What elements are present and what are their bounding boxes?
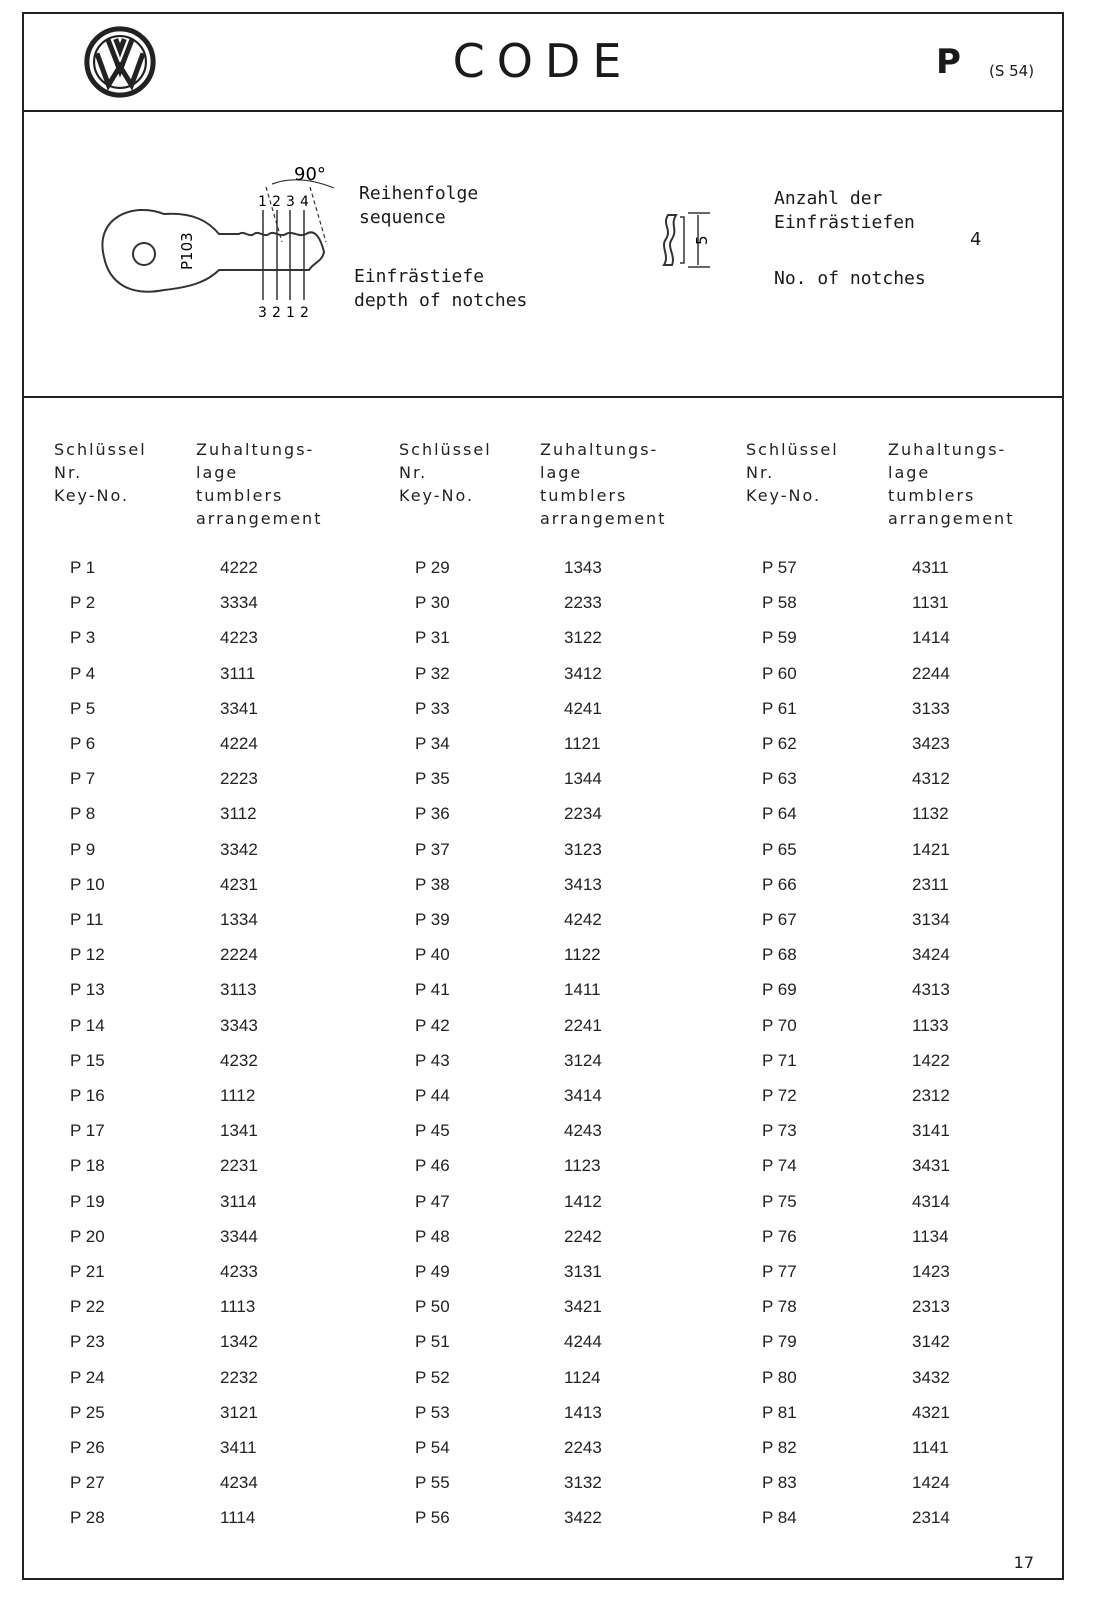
header-line: tumblers xyxy=(540,486,628,505)
tumbler-code-cell: 3122 xyxy=(564,628,602,648)
key-number-cell: P 53 xyxy=(415,1402,450,1422)
tumbler-code-cell: 2233 xyxy=(564,593,602,613)
tumbler-code-cell: 1342 xyxy=(220,1332,258,1352)
key-number-cell: P 39 xyxy=(415,910,450,929)
header-line: Nr. xyxy=(399,463,428,482)
tumbler-code-cell: 1424 xyxy=(912,1473,950,1493)
tumbler-code-cell: 4314 xyxy=(912,1191,950,1211)
key-number-cell: P 4 xyxy=(70,663,96,683)
tumbler-code-cell: 3344 xyxy=(220,1226,258,1246)
key-number-cell: P 1 xyxy=(70,558,96,577)
key-label: P103 xyxy=(178,232,196,270)
key-number-cell: P 20 xyxy=(70,1226,105,1246)
key-number-cell: P 16 xyxy=(70,1086,105,1105)
tumbler-code-cell: 3141 xyxy=(912,1121,950,1141)
key-number-cell: P 9 xyxy=(70,839,96,859)
tumbler-code-cell: 2231 xyxy=(220,1156,258,1176)
notch-count-label-de xyxy=(774,187,915,235)
tumbler-code-cell: 3114 xyxy=(220,1191,257,1211)
tumbler-code-cell: 4313 xyxy=(912,980,950,1000)
tumbler-code-cell: 1113 xyxy=(220,1297,256,1317)
tumbler-code-cell: 1124 xyxy=(564,1367,601,1387)
tumbler-code-cell: 3343 xyxy=(220,1015,258,1035)
tumbler-code-cell: 3423 xyxy=(912,734,950,753)
sequence-number: 3 xyxy=(286,194,295,210)
key-number-cell: P 17 xyxy=(70,1121,105,1141)
tumbler-code-cell: 3111 xyxy=(220,663,256,683)
key-number-cell: P 33 xyxy=(415,698,450,718)
key-number-cell: P 59 xyxy=(762,628,797,648)
tumblers-header xyxy=(196,438,322,530)
key-number-cell: P 79 xyxy=(762,1332,797,1352)
tumbler-code-cell: 3424 xyxy=(912,945,950,965)
tumbler-code-cell: 3132 xyxy=(564,1473,602,1493)
key-number-cell: P 25 xyxy=(70,1402,105,1422)
key-number-cell: P 45 xyxy=(415,1121,450,1141)
header-line: Zuhaltungs- xyxy=(888,440,1007,459)
key-number-cell: P 60 xyxy=(762,663,797,683)
header-line: Schlüssel xyxy=(54,440,147,459)
tumbler-code-cell: 2244 xyxy=(912,663,950,683)
key-number-cell: P 26 xyxy=(70,1438,105,1457)
tumbler-code-cell: 3341 xyxy=(220,698,258,718)
header-line: arrangement xyxy=(540,509,667,528)
key-number-cell: P 11 xyxy=(70,910,104,929)
notch-count-label-en: No. of notches xyxy=(774,268,926,289)
header-line: Schlüssel xyxy=(746,440,839,459)
key-number-cell: P 22 xyxy=(70,1297,105,1317)
key-number-cell: P 2 xyxy=(70,593,96,613)
tumbler-code-cell: 1414 xyxy=(912,628,950,648)
key-number-cell: P 75 xyxy=(762,1191,797,1211)
key-number-cell: P 55 xyxy=(415,1473,450,1493)
header-line: Key-No. xyxy=(399,486,475,505)
key-number-cell: P 46 xyxy=(415,1156,450,1176)
key-number-cell: P 70 xyxy=(762,1015,797,1035)
tumbler-code-cell: 2224 xyxy=(220,945,258,965)
key-number-cell: P 24 xyxy=(70,1367,105,1387)
key-number-cell: P 65 xyxy=(762,839,797,859)
key-number-cell: P 44 xyxy=(415,1086,450,1105)
key-profile-icon xyxy=(654,207,724,277)
tumbler-code-cell: 3412 xyxy=(564,663,602,683)
key-number-cell: P 40 xyxy=(415,945,450,965)
key-number-cell: P 58 xyxy=(762,593,797,613)
tumbler-code-cell: 1412 xyxy=(564,1191,602,1211)
tumbler-code-cell: 1341 xyxy=(220,1121,258,1141)
tumbler-code-cell: 4222 xyxy=(220,558,258,577)
key-number-cell: P 21 xyxy=(70,1262,105,1281)
key-number-cell: P 54 xyxy=(415,1438,450,1457)
key-number-cell: P 8 xyxy=(70,804,96,824)
header-line: arrangement xyxy=(888,509,1015,528)
tumbler-code-cell: 4234 xyxy=(220,1473,258,1493)
tumbler-code-cell: 4243 xyxy=(564,1121,602,1141)
tumbler-code-cell: 1131 xyxy=(912,593,949,613)
key-number-cell: P 73 xyxy=(762,1121,797,1141)
tumbler-code-cell: 1423 xyxy=(912,1262,950,1281)
tumbler-code-cell: 1422 xyxy=(912,1050,950,1070)
key-number-cell: P 71 xyxy=(762,1050,797,1070)
key-number-cell: P 49 xyxy=(415,1262,450,1281)
tumbler-code-cell: 3121 xyxy=(220,1402,258,1422)
key-number-cell: P 37 xyxy=(415,839,450,859)
sequence-label-en: sequence xyxy=(359,207,446,228)
key-number-cell: P 81 xyxy=(762,1402,797,1422)
key-number-cell: P 34 xyxy=(415,734,450,753)
key-number-cell: P 76 xyxy=(762,1226,797,1246)
page-frame xyxy=(22,12,1064,1580)
key-number-header xyxy=(746,438,839,507)
tumbler-code-cell: 2311 xyxy=(912,874,949,894)
key-number-cell: P 15 xyxy=(70,1050,105,1070)
key-number-cell: P 27 xyxy=(70,1473,105,1493)
tumbler-code-cell: 3432 xyxy=(912,1367,950,1387)
key-number-cell: P 30 xyxy=(415,593,450,613)
key-number-cell: P 72 xyxy=(762,1086,797,1105)
tumbler-code-cell: 2314 xyxy=(912,1508,950,1528)
header-line: Key-No. xyxy=(54,486,130,505)
tumbler-code-cell: 2242 xyxy=(564,1226,602,1246)
tumbler-code-cell: 1132 xyxy=(912,804,949,824)
header-line: arrangement xyxy=(196,509,323,528)
tumbler-code-cell: 4311 xyxy=(912,558,949,577)
tumbler-code-cell: 3131 xyxy=(564,1262,602,1281)
tumbler-code-cell: 3112 xyxy=(220,804,257,824)
header-line: tumblers xyxy=(196,486,284,505)
tumbler-code-cell: 3134 xyxy=(912,910,950,929)
tumbler-code-cell: 1123 xyxy=(564,1156,601,1176)
key-number-cell: P 41 xyxy=(415,980,450,1000)
key-number-cell: P 83 xyxy=(762,1473,797,1493)
key-number-cell: P 28 xyxy=(70,1508,105,1528)
tumbler-code-cell: 2241 xyxy=(564,1015,602,1035)
key-number-header xyxy=(399,438,492,507)
series-letter: P xyxy=(936,42,961,82)
page-number: 17 xyxy=(1013,1553,1034,1572)
header-line: Nr. xyxy=(746,463,775,482)
depth-number: 2 xyxy=(272,305,281,321)
header-line: tumblers xyxy=(888,486,976,505)
key-number-header xyxy=(54,438,147,507)
notch-label-line2: Einfrästiefen xyxy=(774,212,915,233)
key-number-cell: P 67 xyxy=(762,910,797,929)
key-number-cell: P 69 xyxy=(762,980,797,1000)
key-number-cell: P 82 xyxy=(762,1438,797,1457)
key-number-cell: P 42 xyxy=(415,1015,450,1035)
tumbler-code-cell: 4223 xyxy=(220,628,258,648)
key-number-cell: P 23 xyxy=(70,1332,105,1352)
key-number-cell: P 77 xyxy=(762,1262,797,1281)
key-number-cell: P 38 xyxy=(415,874,450,894)
key-number-cell: P 6 xyxy=(70,734,96,753)
key-number-cell: P 5 xyxy=(70,698,96,718)
key-number-cell: P 50 xyxy=(415,1297,450,1317)
page-title: CODE xyxy=(452,34,634,88)
tumbler-code-cell: 3142 xyxy=(912,1332,950,1352)
angle-label: 90° xyxy=(294,164,326,185)
header-line: lage xyxy=(540,463,583,482)
depth-label xyxy=(354,265,527,313)
tumbler-code-cell: 3413 xyxy=(564,874,602,894)
key-diagram-icon xyxy=(94,162,354,322)
key-number-cell: P 43 xyxy=(415,1050,450,1070)
tumbler-code-cell: 4233 xyxy=(220,1262,258,1281)
key-number-cell: P 63 xyxy=(762,769,797,789)
tumbler-code-cell: 2223 xyxy=(220,769,258,789)
key-number-cell: P 57 xyxy=(762,558,797,577)
tumbler-code-cell: 1343 xyxy=(564,558,602,577)
tumbler-code-cell: 3411 xyxy=(220,1438,257,1457)
tumbler-code-cell: 1121 xyxy=(564,734,601,753)
tumbler-code-cell: 1421 xyxy=(912,839,950,859)
key-number-cell: P 61 xyxy=(762,698,797,718)
key-number-cell: P 78 xyxy=(762,1297,797,1317)
tumbler-code-cell: 4312 xyxy=(912,769,950,789)
header-line: lage xyxy=(888,463,931,482)
tumbler-code-cell: 3421 xyxy=(564,1297,602,1317)
tumbler-code-cell: 1134 xyxy=(912,1226,949,1246)
header-line: Nr. xyxy=(54,463,83,482)
header xyxy=(24,14,1062,112)
series-reference: (S 54) xyxy=(989,62,1035,80)
tumbler-code-cell: 2243 xyxy=(564,1438,602,1457)
tumbler-code-cell: 3334 xyxy=(220,593,258,613)
key-number-cell: P 66 xyxy=(762,874,797,894)
tumbler-code-cell: 1334 xyxy=(220,910,258,929)
tumbler-code-cell: 1411 xyxy=(564,980,601,1000)
tumbler-code-cell: 2234 xyxy=(564,804,602,824)
tumbler-code-cell: 2312 xyxy=(912,1086,950,1105)
key-number-cell: P 14 xyxy=(70,1015,105,1035)
key-number-cell: P 48 xyxy=(415,1226,450,1246)
sequence-number: 1 xyxy=(258,194,267,210)
key-number-cell: P 74 xyxy=(762,1156,797,1176)
sequence-number: 2 xyxy=(272,194,281,210)
tumbler-code-cell: 3431 xyxy=(912,1156,950,1176)
header-line: Zuhaltungs- xyxy=(196,440,315,459)
depth-number: 3 xyxy=(258,305,267,321)
tumbler-code-cell: 3113 xyxy=(220,980,257,1000)
tumbler-code-cell: 1413 xyxy=(564,1402,602,1422)
tumbler-code-cell: 3133 xyxy=(912,698,950,718)
key-number-cell: P 7 xyxy=(70,769,96,789)
key-number-cell: P 32 xyxy=(415,663,450,683)
tumbler-code-cell: 1122 xyxy=(564,945,601,965)
tumbler-code-cell: 4224 xyxy=(220,734,258,753)
key-number-cell: P 13 xyxy=(70,980,105,1000)
tumbler-code-cell: 4231 xyxy=(220,874,258,894)
tumblers-header xyxy=(888,438,1014,530)
notch-label-line1: Anzahl der xyxy=(774,188,883,209)
key-number-cell: P 35 xyxy=(415,769,450,789)
tumbler-code-cell: 1344 xyxy=(564,769,602,789)
key-number-cell: P 18 xyxy=(70,1156,105,1176)
key-code-table xyxy=(24,398,1062,1578)
key-number-cell: P 51 xyxy=(415,1332,450,1352)
key-number-cell: P 68 xyxy=(762,945,797,965)
tumblers-header xyxy=(540,438,666,530)
tumbler-code-cell: 1133 xyxy=(912,1015,949,1035)
sequence-number: 4 xyxy=(300,194,309,210)
tumbler-code-cell: 1112 xyxy=(220,1086,256,1105)
key-number-cell: P 62 xyxy=(762,734,797,753)
header-line: lage xyxy=(196,463,239,482)
header-line: Zuhaltungs- xyxy=(540,440,659,459)
tumbler-code-cell: 3342 xyxy=(220,839,258,859)
depth-label-de: Einfrästiefe xyxy=(354,266,485,287)
depth-number: 1 xyxy=(286,305,295,321)
tumbler-code-cell: 4244 xyxy=(564,1332,602,1352)
tumbler-code-cell: 1141 xyxy=(912,1438,949,1457)
key-number-cell: P 3 xyxy=(70,628,96,648)
key-number-cell: P 52 xyxy=(415,1367,450,1387)
sequence-label-de: Reihenfolge xyxy=(359,183,479,204)
tumbler-code-cell: 2313 xyxy=(912,1297,950,1317)
key-number-cell: P 47 xyxy=(415,1191,450,1211)
sequence-label xyxy=(359,182,478,230)
key-number-cell: P 12 xyxy=(70,945,105,965)
tumbler-code-cell: 3422 xyxy=(564,1508,602,1528)
tumbler-code-cell: 4241 xyxy=(564,698,602,718)
header-line: Key-No. xyxy=(746,486,822,505)
key-number-cell: P 31 xyxy=(415,628,450,648)
key-info-panel xyxy=(24,112,1062,398)
tumbler-code-cell: 4232 xyxy=(220,1050,258,1070)
key-number-cell: P 80 xyxy=(762,1367,797,1387)
tumbler-code-cell: 3123 xyxy=(564,839,602,859)
depth-number: 2 xyxy=(300,305,309,321)
tumbler-code-cell: 3124 xyxy=(564,1050,602,1070)
depth-label-en: depth of notches xyxy=(354,290,528,311)
profile-dimension: 5 xyxy=(693,235,711,245)
key-number-cell: P 56 xyxy=(415,1508,450,1528)
key-number-cell: P 19 xyxy=(70,1191,105,1211)
tumbler-code-cell: 3414 xyxy=(564,1086,602,1105)
notch-count-value: 4 xyxy=(970,229,982,250)
key-number-cell: P 10 xyxy=(70,874,105,894)
tumbler-code-cell: 4321 xyxy=(912,1402,950,1422)
key-number-cell: P 64 xyxy=(762,804,797,824)
key-number-cell: P 84 xyxy=(762,1508,797,1528)
key-number-cell: P 29 xyxy=(415,558,450,577)
tumbler-code-cell: 4242 xyxy=(564,910,602,929)
key-number-cell: P 36 xyxy=(415,804,450,824)
tumbler-code-cell: 1114 xyxy=(220,1508,256,1528)
header-line: Schlüssel xyxy=(399,440,492,459)
tumbler-code-cell: 2232 xyxy=(220,1367,258,1387)
